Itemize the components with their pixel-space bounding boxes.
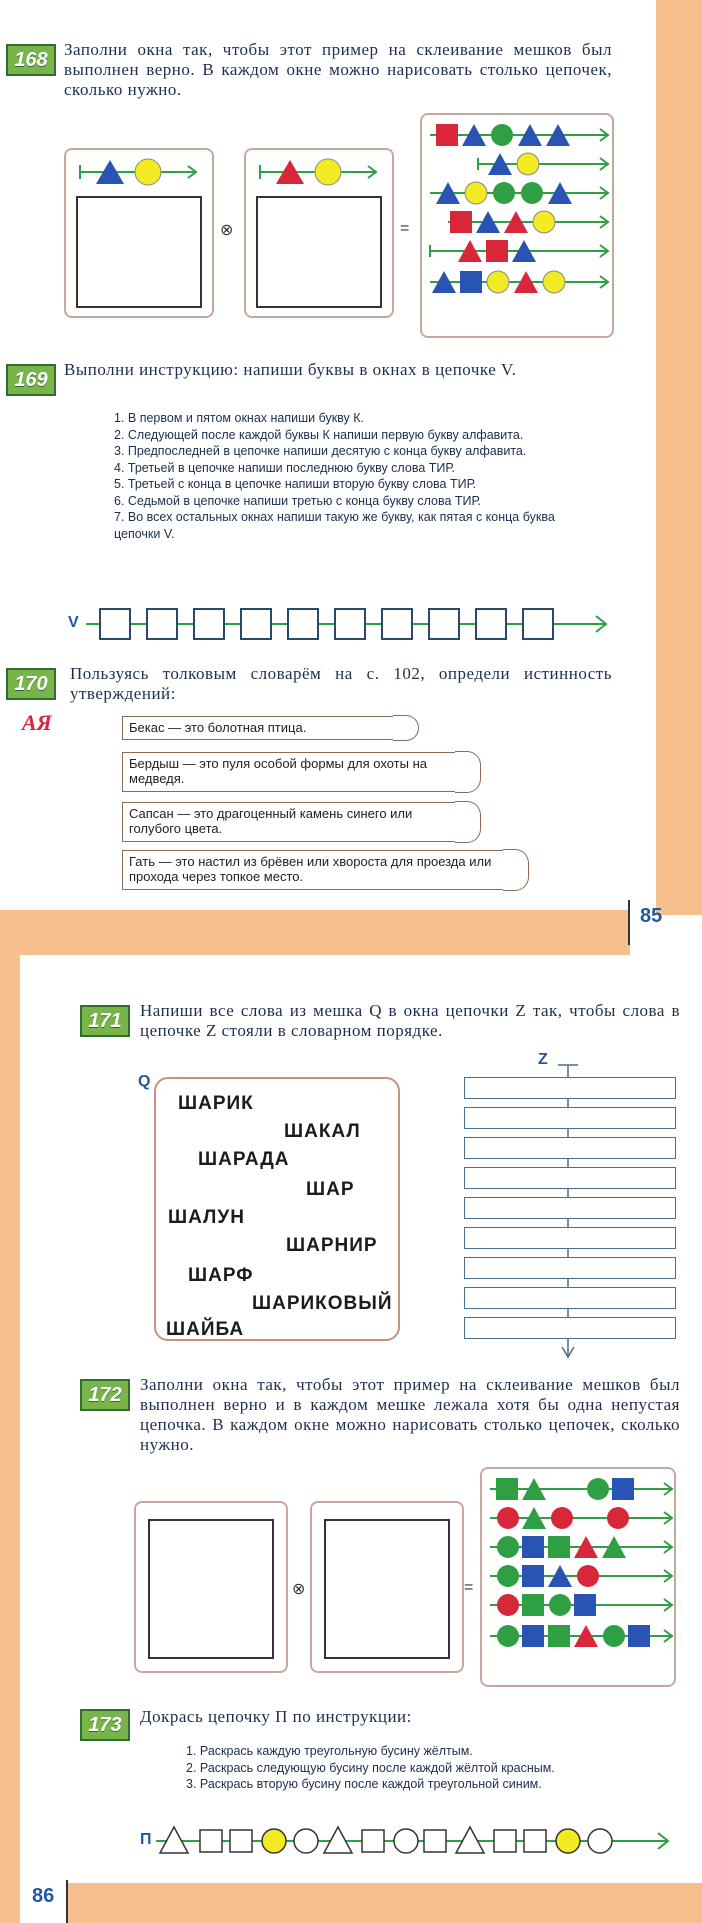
answer-window[interactable] <box>256 196 382 308</box>
page-number: 86 <box>32 1885 55 1907</box>
chain-v <box>86 604 616 644</box>
word: ШАРНИР <box>286 1235 378 1256</box>
word: ШАЙБА <box>166 1319 245 1340</box>
task-168-text: Заполни окна так, чтобы этот пример на склеивание мешков был выполнен верно. В каждом окне можно нарисовать столько цепочек, сколько нужно. <box>64 40 612 99</box>
bag-1 <box>134 1501 288 1673</box>
bag-q <box>154 1077 400 1341</box>
word: ШАЛУН <box>168 1207 245 1228</box>
task-number-badge: 169 <box>6 364 56 396</box>
task-171-text: Напиши все слова из мешка Q в окна цепочки Z так, чтобы слова в цепочке Z стояли в словарном порядке. <box>140 1001 680 1040</box>
task-number-badge: 172 <box>80 1379 130 1411</box>
answer-window[interactable] <box>76 196 202 308</box>
list-item: 6. Седьмой в цепочке напиши третью с конца букву слова ТИР. <box>114 493 481 508</box>
statement-box <box>122 716 398 740</box>
answer-window[interactable] <box>455 751 481 793</box>
word: ШАРИКОВЫЙ <box>252 1293 393 1314</box>
bag-2 <box>310 1501 464 1673</box>
answer-window[interactable] <box>464 1257 676 1279</box>
margin-strip <box>656 0 702 915</box>
chains-group <box>482 1469 678 1689</box>
answer-window[interactable] <box>148 1519 274 1659</box>
statement-box <box>122 752 460 792</box>
statement-text: Гать — это настил из брёвен или хвороста для проезда или прохода через топкое место. <box>129 854 492 884</box>
answer-window[interactable] <box>393 715 419 741</box>
dictionary-icon: АЯ <box>22 710 52 735</box>
answer-window[interactable] <box>464 1077 676 1099</box>
word: ШАРФ <box>188 1265 254 1286</box>
task-number-badge: 168 <box>6 44 56 76</box>
answer-window[interactable] <box>324 1519 450 1659</box>
bag-label: Q <box>138 1073 151 1090</box>
answer-window[interactable] <box>464 1167 676 1189</box>
list-item: 2. Раскрась следующую бусину после каждой жёлтой красным. <box>186 1760 555 1775</box>
answer-window[interactable] <box>464 1107 676 1129</box>
answer-window[interactable] <box>464 1197 676 1219</box>
margin-strip <box>0 955 20 1923</box>
answer-window[interactable] <box>464 1317 676 1339</box>
result-bag <box>480 1467 676 1687</box>
glue-operator: ⊗ <box>292 1581 306 1598</box>
instruction-list <box>186 1743 676 1793</box>
answer-window[interactable] <box>455 801 481 843</box>
statement-box <box>122 850 508 890</box>
task-170-text: Пользуясь толковым словарём на с. 102, определи истинность утверждений: <box>70 664 612 703</box>
list-item: 1. Раскрась каждую треугольную бусину жёлтым. <box>186 1744 473 1758</box>
chain-label: Z <box>538 1051 548 1068</box>
list-item: 7. Во всех остальных окнах напиши такую же букву, как пятая с конца буква цепочки V. <box>114 510 555 541</box>
task-number-badge: 171 <box>80 1005 130 1037</box>
list-item: 4. Третьей в цепочке напиши последнюю букву слова ТИР. <box>114 460 455 475</box>
answer-window[interactable] <box>464 1227 676 1249</box>
glue-operator: ⊗ <box>220 222 234 239</box>
word: ШАКАЛ <box>284 1121 361 1142</box>
word: ШАРАДА <box>198 1149 290 1170</box>
task-169-text: Выполни инструкцию: напиши буквы в окнах в цепочке V. <box>64 360 517 379</box>
chain-label: V <box>68 614 79 631</box>
instruction-list <box>114 410 594 542</box>
page-85 <box>0 0 702 955</box>
list-item: 3. Предпоследней в цепочке напиши десятую с конца букву алфавита. <box>114 444 527 458</box>
page-divider <box>628 900 630 945</box>
page-number: 85 <box>640 905 663 927</box>
answer-window[interactable] <box>503 849 529 891</box>
page-86 <box>0 955 702 1923</box>
page-divider <box>66 1880 68 1923</box>
statement-text: Сапсан — это драгоценный камень синего или голубого цвета. <box>129 806 413 836</box>
task-number-badge: 173 <box>80 1709 130 1741</box>
task-173-text: Докрась цепочку П по инструкции: <box>140 1707 412 1726</box>
statement-text: Бекас — это болотная птица. <box>129 720 307 735</box>
list-item: 2. Следующей после каждой буквы К напиши первую букву алфавита. <box>114 427 524 442</box>
statement-text: Бердыш — это пуля особой формы для охоты на медведя. <box>129 756 427 786</box>
list-item: 5. Третьей с конца в цепочке напиши вторую букву слова ТИР. <box>114 477 477 491</box>
chains-group <box>422 115 616 340</box>
bottom-strip <box>66 1883 702 1923</box>
answer-window[interactable] <box>464 1287 676 1309</box>
answer-window[interactable] <box>464 1137 676 1159</box>
chain-label: П <box>140 1831 152 1848</box>
word: ШАРИК <box>178 1093 254 1114</box>
list-item: 1. В первом и пятом окнах напиши букву К. <box>114 411 365 425</box>
task-172-text: Заполни окна так, чтобы этот пример на склеивание мешков был выполнен верно и в каждом мешке лежала хотя бы одна непустая цепочка. В каждом окне можно нарисовать столько цепочек, сколько нужно. <box>140 1375 680 1454</box>
result-bag <box>420 113 614 338</box>
chain-p <box>156 1823 676 1859</box>
statement-box <box>122 802 460 842</box>
task-number-badge: 170 <box>6 668 56 700</box>
list-item: 3. Раскрась вторую бусину после каждой треугольной синим. <box>186 1777 542 1791</box>
equals-sign: = <box>464 1579 474 1596</box>
equals-sign: = <box>400 220 410 237</box>
chain <box>78 157 198 187</box>
chain <box>258 157 378 187</box>
bottom-strip <box>0 910 630 955</box>
word: ШАР <box>306 1179 355 1200</box>
